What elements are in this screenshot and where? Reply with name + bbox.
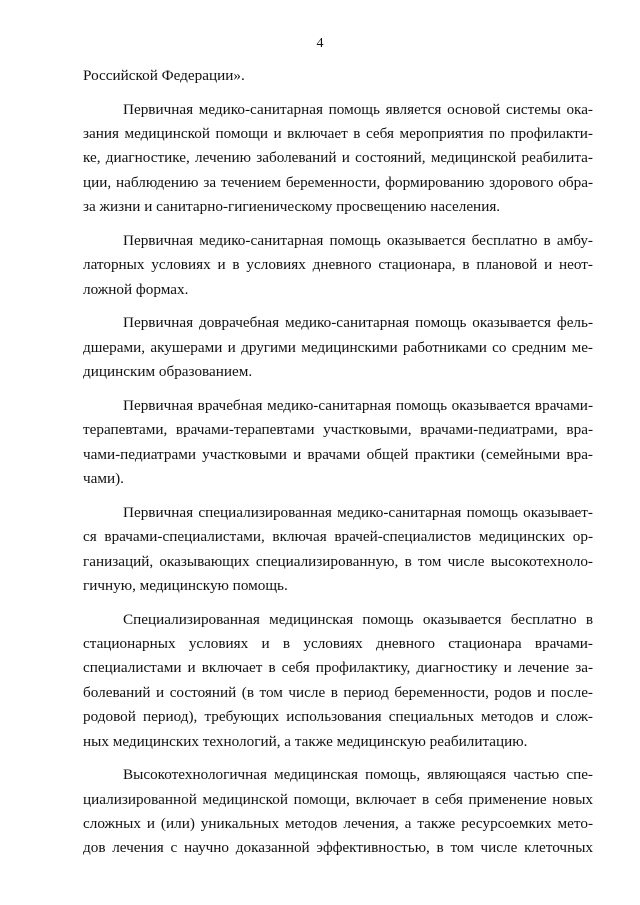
paragraph bbox=[83, 64, 593, 88]
text-line: ных медицинских технологий, а также медицинскую реабилитацию. bbox=[83, 732, 528, 750]
text-line: латорных условиях и в условиях дневного стационара, в плановой и неот- bbox=[83, 256, 593, 274]
text-line: чами-педиатрами участковыми и врачами общей практики (семейными вра- bbox=[83, 445, 593, 463]
text-line: болеваний и состояний (в том числе в период беременности, родов и после- bbox=[83, 683, 593, 701]
paragraph bbox=[83, 763, 593, 861]
text-line: специалистами и включает в себя профилактику, диагностику и лечение за- bbox=[83, 659, 593, 677]
text-line: дов лечения с научно доказанной эффективностью, в том числе клеточных bbox=[83, 839, 593, 857]
text-line: Российской Федерации». bbox=[83, 67, 245, 84]
text-line: циализированной медицинской помощи, включает в себя применение новых bbox=[83, 790, 593, 808]
text-line: сложных и (или) уникальных методов лечения, а также ресурсоемких мето- bbox=[83, 815, 593, 833]
text-line: Первичная медико-санитарная помощь оказывается бесплатно в амбу- bbox=[123, 231, 593, 249]
text-line: терапевтами, врачами-терапевтами участковыми, врачами-педиатрами, вра- bbox=[83, 421, 593, 439]
text-line: ся врачами-специалистами, включая врачей-специалистов медицинских ор- bbox=[83, 528, 593, 546]
paragraph bbox=[83, 501, 593, 599]
text-line: дшерами, акушерами и другими медицинскими работниками со средним ме- bbox=[83, 338, 593, 356]
text-line: гичную, медицинскую помощь. bbox=[83, 576, 288, 594]
document-body bbox=[83, 64, 593, 861]
text-line: Первичная специализированная медико-санитарная помощь оказывает- bbox=[123, 503, 593, 521]
text-line: родовой период), требующих использования специальных методов и слож- bbox=[83, 708, 593, 726]
text-line: Первичная доврачебная медико-санитарная помощь оказывается фель- bbox=[123, 314, 593, 332]
text-line: ке, диагностике, лечению заболеваний и состояний, медицинской реабилита- bbox=[83, 149, 593, 167]
text-line: дицинским образованием. bbox=[83, 363, 253, 381]
text-line: ганизаций, оказывающих специализированную, в том числе высокотехноло- bbox=[83, 552, 593, 570]
page-number: 4 bbox=[316, 36, 324, 51]
text-line: Специализированная медицинская помощь оказывается бесплатно в bbox=[123, 610, 593, 628]
paragraph bbox=[83, 394, 593, 492]
text-line: Первичная медико-санитарная помощь является основой системы ока- bbox=[123, 100, 593, 118]
text-line: за жизни и санитарно-гигиеническому просвещению населения. bbox=[83, 198, 501, 216]
paragraph bbox=[83, 98, 593, 220]
paragraph bbox=[83, 229, 593, 302]
text-line: зания медицинской помощи и включает в себя мероприятия по профилакти- bbox=[83, 125, 593, 143]
paragraph bbox=[83, 311, 593, 384]
text-line: Первичная врачебная медико-санитарная помощь оказывается врачами- bbox=[123, 396, 593, 414]
text-line: стационарных условиях и в условиях дневного стационара врачами- bbox=[83, 634, 593, 652]
text-line: ции, наблюдению за течением беременности, формированию здорового обра- bbox=[83, 173, 593, 191]
text-line: Высокотехнологичная медицинская помощь, являющаяся частью спе- bbox=[123, 766, 593, 784]
text-line: чами). bbox=[83, 470, 124, 488]
text-line: ложной формах. bbox=[83, 280, 189, 298]
paragraph bbox=[83, 608, 593, 754]
